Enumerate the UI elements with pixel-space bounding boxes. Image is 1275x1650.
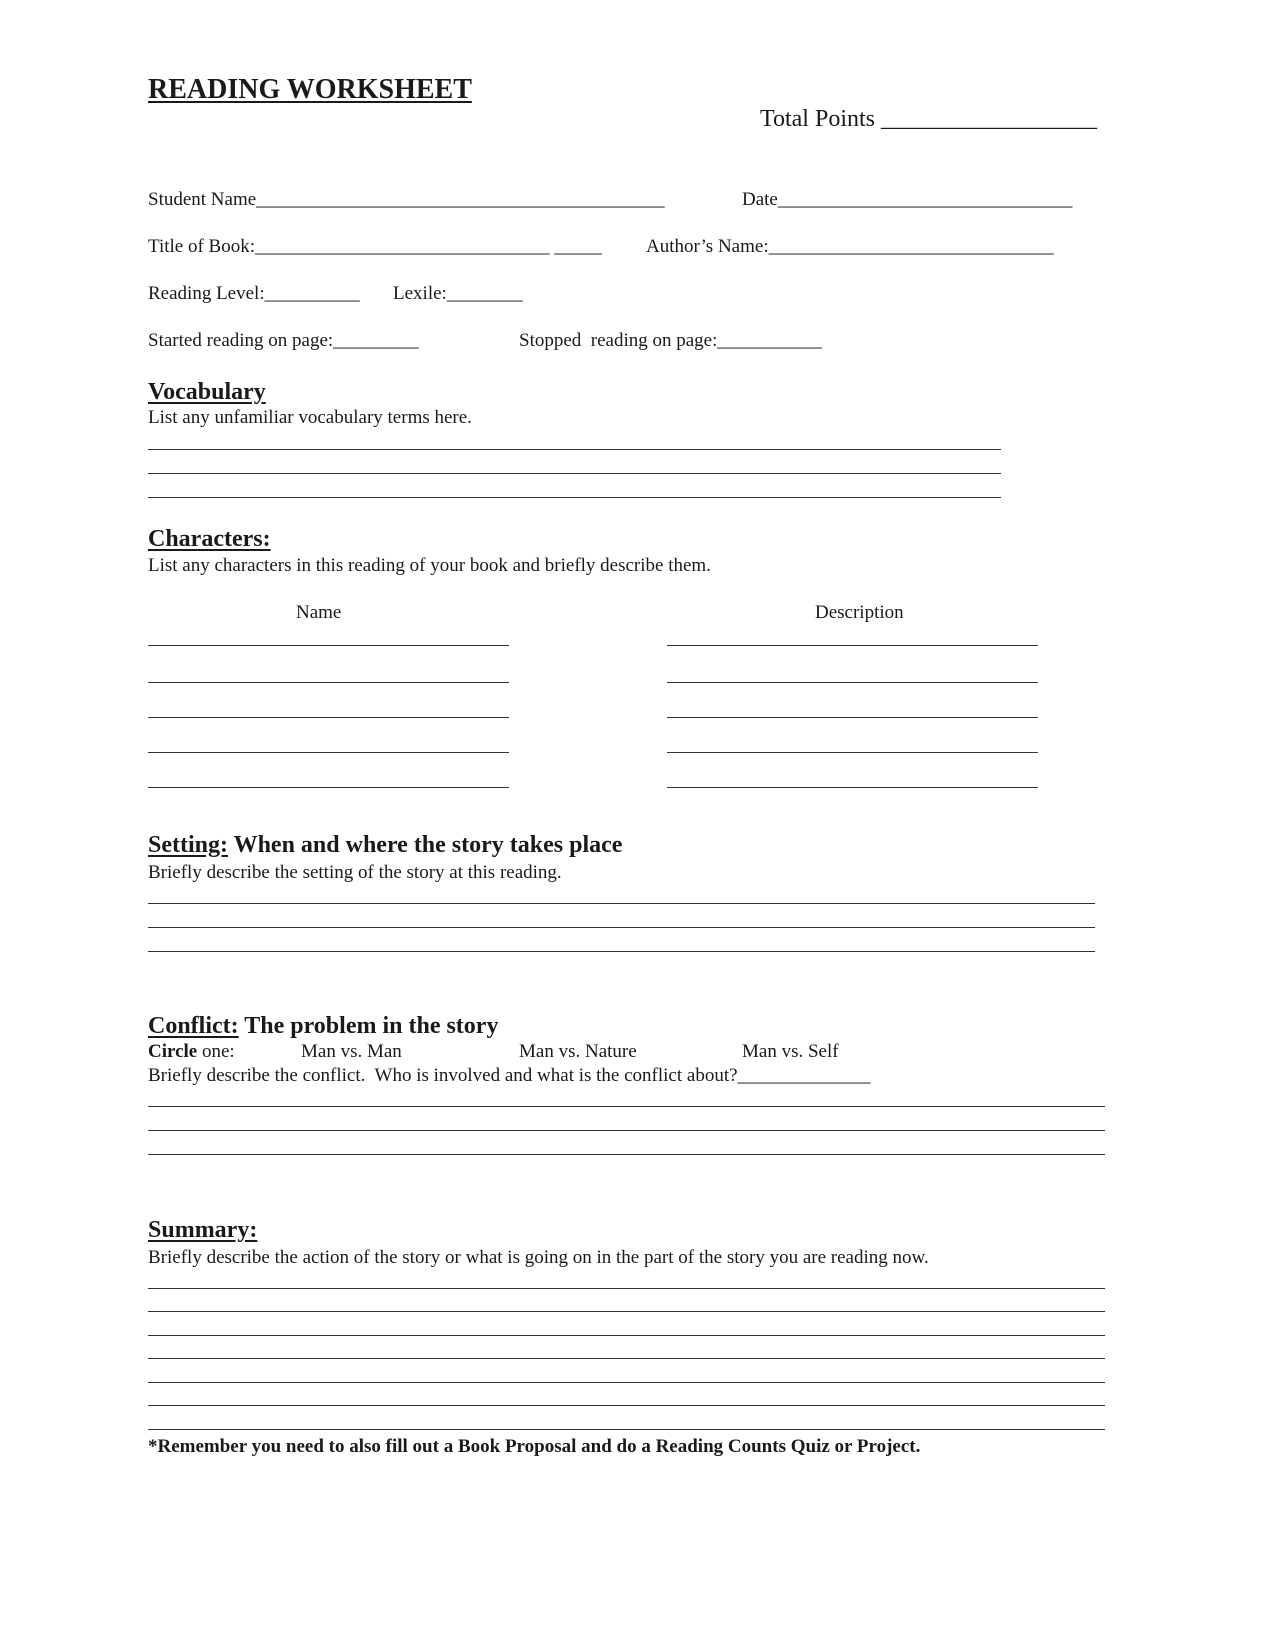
student-name-field[interactable]: Student Name___________________________________________ xyxy=(148,189,665,210)
stopped-page-field[interactable]: Stopped reading on page:___________ xyxy=(519,330,822,351)
vocabulary-answer-line[interactable] xyxy=(148,497,1001,498)
vocabulary-instruction: List any unfamiliar vocabulary terms here. xyxy=(148,407,472,428)
character-description-line[interactable] xyxy=(667,682,1038,683)
setting-answer-line[interactable] xyxy=(148,951,1095,952)
characters-heading: Characters: xyxy=(148,526,271,552)
character-name-line[interactable] xyxy=(148,645,509,646)
summary-answer-line[interactable] xyxy=(148,1311,1105,1312)
character-description-line[interactable] xyxy=(667,752,1038,753)
page-title: READING WORKSHEET xyxy=(148,74,472,105)
character-name-line[interactable] xyxy=(148,717,509,718)
summary-answer-line[interactable] xyxy=(148,1405,1105,1406)
conflict-answer-line[interactable] xyxy=(148,1106,1105,1107)
started-page-field[interactable]: Started reading on page:_________ xyxy=(148,330,419,351)
setting-heading: Setting: xyxy=(148,832,228,858)
name-column-header: Name xyxy=(296,602,342,623)
conflict-instruction[interactable]: Briefly describe the conflict. Who is involved and what is the conflict about?______________ xyxy=(148,1065,871,1086)
character-description-line[interactable] xyxy=(667,645,1038,646)
summary-answer-line[interactable] xyxy=(148,1382,1105,1383)
authors-name-field[interactable]: Author’s Name:______________________________ xyxy=(646,236,1054,257)
character-name-line[interactable] xyxy=(148,682,509,683)
setting-heading-row xyxy=(148,833,622,857)
conflict-option-man-vs-man[interactable]: Man vs. Man xyxy=(301,1041,402,1062)
conflict-answer-line[interactable] xyxy=(148,1130,1105,1131)
vocabulary-answer-line[interactable] xyxy=(148,449,1001,450)
title-of-book-field[interactable]: Title of Book:_______________________________ _____ xyxy=(148,236,602,257)
circle-rest: one: xyxy=(197,1041,235,1062)
setting-subheading: When and where the story takes place xyxy=(228,832,623,858)
character-description-line[interactable] xyxy=(667,717,1038,718)
summary-answer-line[interactable] xyxy=(148,1335,1105,1336)
reading-level-field[interactable]: Reading Level:__________ xyxy=(148,283,360,304)
total-points-field[interactable]: Total Points __________________ xyxy=(760,106,1097,132)
conflict-subheading: The problem in the story xyxy=(238,1013,499,1039)
character-name-line[interactable] xyxy=(148,787,509,788)
description-column-header: Description xyxy=(815,602,904,623)
circle-word: Circle xyxy=(148,1041,198,1062)
vocabulary-heading: Vocabulary xyxy=(148,379,266,405)
conflict-answer-line[interactable] xyxy=(148,1154,1105,1155)
character-description-line[interactable] xyxy=(667,787,1038,788)
setting-answer-line[interactable] xyxy=(148,927,1095,928)
conflict-option-man-vs-self[interactable]: Man vs. Self xyxy=(742,1041,839,1062)
setting-answer-line[interactable] xyxy=(148,903,1095,904)
date-field[interactable]: Date_______________________________ xyxy=(742,189,1073,210)
summary-answer-line[interactable] xyxy=(148,1429,1105,1430)
setting-instruction: Briefly describe the setting of the story at this reading. xyxy=(148,862,562,883)
vocabulary-answer-line[interactable] xyxy=(148,473,1001,474)
circle-one-label xyxy=(148,1042,235,1061)
character-name-line[interactable] xyxy=(148,752,509,753)
summary-instruction: Briefly describe the action of the story or what is going on in the part of the story you are reading now. xyxy=(148,1247,929,1268)
lexile-field[interactable]: Lexile:________ xyxy=(393,283,523,304)
reminder-note: *Remember you need to also fill out a Book Proposal and do a Reading Counts Quiz or Project. xyxy=(148,1436,921,1457)
conflict-heading-row xyxy=(148,1014,498,1038)
summary-answer-line[interactable] xyxy=(148,1358,1105,1359)
summary-heading: Summary: xyxy=(148,1217,258,1243)
characters-instruction: List any characters in this reading of your book and briefly describe them. xyxy=(148,555,711,576)
summary-answer-line[interactable] xyxy=(148,1288,1105,1289)
conflict-option-man-vs-nature[interactable]: Man vs. Nature xyxy=(519,1041,637,1062)
conflict-heading: Conflict: xyxy=(148,1013,239,1039)
